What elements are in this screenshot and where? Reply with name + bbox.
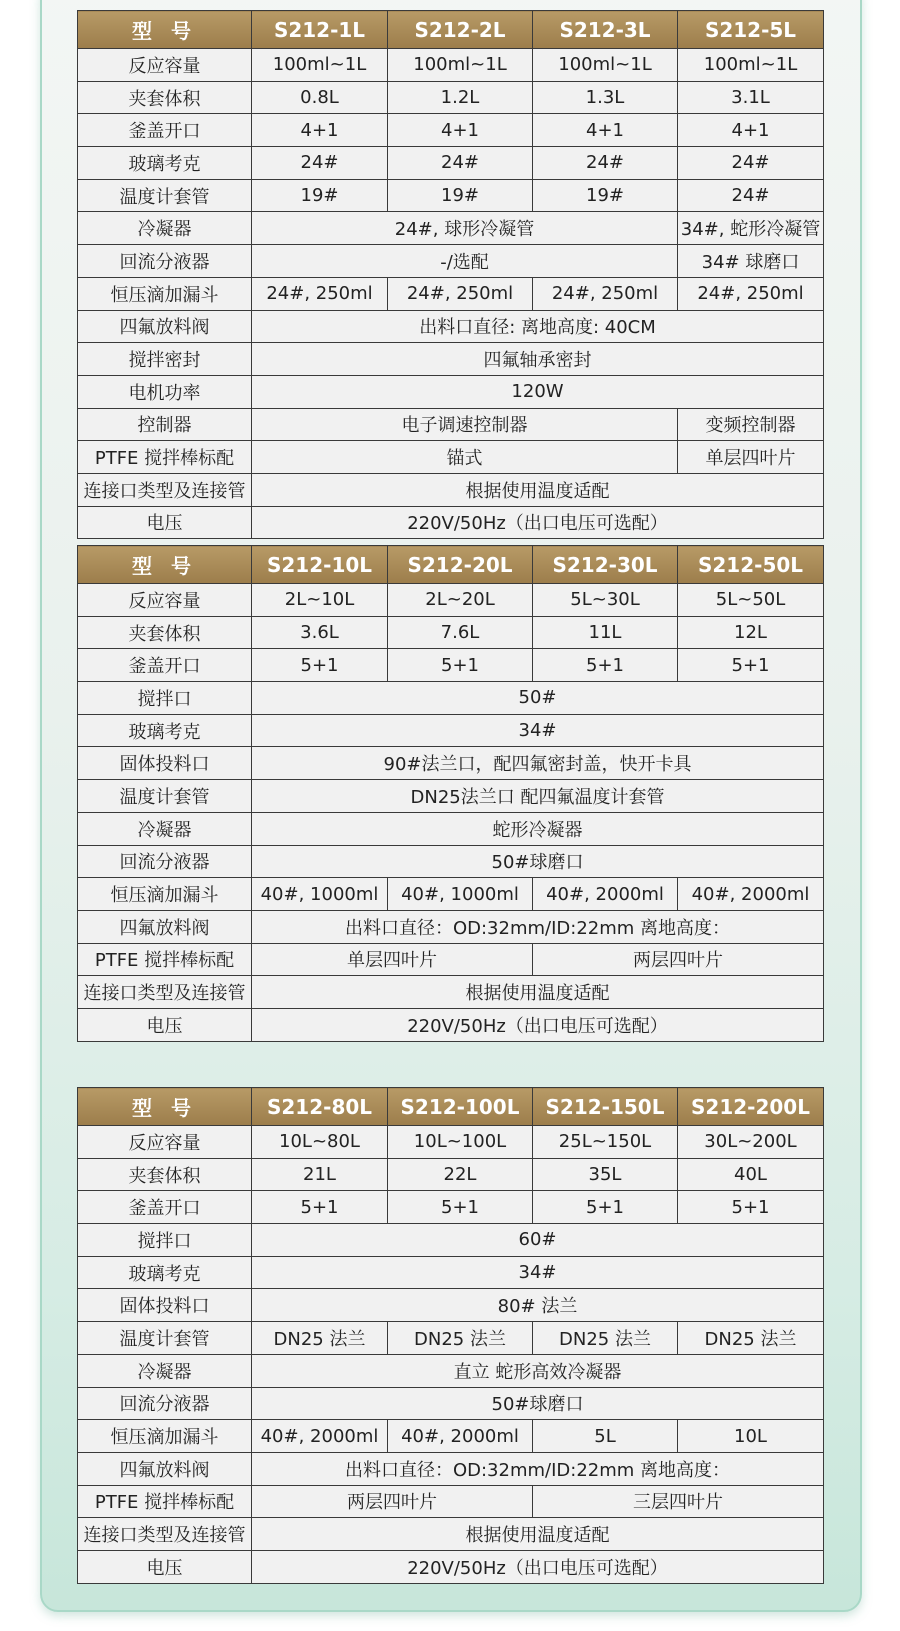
row-label: 温度计套管	[78, 1322, 252, 1355]
table-row	[78, 1322, 824, 1355]
spec-value-cell: 单层四叶片	[678, 441, 824, 474]
row-label: 冷凝器	[78, 812, 252, 845]
table-row	[78, 408, 824, 441]
spec-value-cell: 5+1	[252, 649, 388, 682]
row-label: 四氟放料阀	[78, 1452, 252, 1485]
row-label: 玻璃考克	[78, 147, 252, 180]
spec-value-cell: -/选配	[252, 245, 678, 278]
table-row	[78, 1126, 824, 1159]
spec-value-cell: 5+1	[252, 1191, 388, 1224]
row-label: 冷凝器	[78, 1354, 252, 1387]
row-label: 电机功率	[78, 375, 252, 408]
table-row	[78, 1550, 824, 1583]
table-row	[78, 114, 824, 147]
spec-table-small	[77, 10, 824, 539]
spec-value-cell: 出料口直径：OD:32mm/ID:22mm 离地高度：	[252, 1452, 824, 1485]
row-label: 电压	[78, 1550, 252, 1583]
spec-value-cell: 11L	[533, 616, 678, 649]
spec-value-cell: 1.3L	[533, 81, 678, 114]
spec-value-cell: 24#	[388, 147, 533, 180]
spec-value-cell: 40#, 2000ml	[678, 878, 824, 911]
table-row	[78, 1224, 824, 1257]
spec-value-cell: 根据使用温度适配	[252, 976, 824, 1009]
row-label: 电压	[78, 506, 252, 539]
table-row	[78, 49, 824, 82]
spec-value-cell: 3.1L	[678, 81, 824, 114]
spec-value-cell: 1.2L	[388, 81, 533, 114]
row-label: 搅拌口	[78, 682, 252, 715]
table-row	[78, 878, 824, 911]
spec-value-cell: DN25 法兰	[252, 1322, 388, 1355]
spec-value-cell: DN25 法兰	[388, 1322, 533, 1355]
spec-value-cell: 34#, 蛇形冷凝管	[678, 212, 824, 245]
row-label: 夹套体积	[78, 616, 252, 649]
spec-value-cell: 100ml~1L	[533, 49, 678, 82]
table-row	[78, 277, 824, 310]
spec-value-cell: 24#, 250ml	[388, 277, 533, 310]
spec-value-cell: 19#	[252, 179, 388, 212]
table-row	[78, 310, 824, 343]
row-label: 冷凝器	[78, 212, 252, 245]
model-header-cell: S212-100L	[388, 1088, 533, 1126]
row-label: 固体投料口	[78, 1289, 252, 1322]
row-label: 电压	[78, 1008, 252, 1041]
spec-value-cell: 根据使用温度适配	[252, 473, 824, 506]
spec-value-cell: 220V/50Hz（出口电压可选配）	[252, 1008, 824, 1041]
table-row	[78, 343, 824, 376]
spec-value-cell: 35L	[533, 1158, 678, 1191]
spec-value-cell: 100ml~1L	[252, 49, 388, 82]
table-row	[78, 1354, 824, 1387]
model-header-cell: S212-80L	[252, 1088, 388, 1126]
spec-value-cell: 30L~200L	[678, 1126, 824, 1159]
row-label: 反应容量	[78, 1126, 252, 1159]
spec-value-cell: 5+1	[533, 649, 678, 682]
row-label: 玻璃考克	[78, 714, 252, 747]
spec-value-cell: 变频控制器	[678, 408, 824, 441]
spec-value-cell: 24#	[678, 179, 824, 212]
row-label: 连接口类型及连接管	[78, 473, 252, 506]
spec-value-cell: 10L~80L	[252, 1126, 388, 1159]
table-row	[78, 747, 824, 780]
row-label: 恒压滴加漏斗	[78, 277, 252, 310]
table-row	[78, 1452, 824, 1485]
table-row	[78, 649, 824, 682]
spec-table-medium	[77, 545, 824, 1042]
table-row	[78, 441, 824, 474]
spec-value-cell: 5+1	[388, 1191, 533, 1224]
row-label: 恒压滴加漏斗	[78, 878, 252, 911]
spec-value-cell: 40#, 2000ml	[388, 1420, 533, 1453]
spec-value-cell: 24#, 250ml	[252, 277, 388, 310]
spec-table-large	[77, 1087, 824, 1584]
row-label: 回流分液器	[78, 245, 252, 278]
spec-value-cell: 90#法兰口，配四氟密封盖，快开卡具	[252, 747, 824, 780]
table-row	[78, 147, 824, 180]
spec-value-cell: 5L~30L	[533, 584, 678, 617]
row-label: 釜盖开口	[78, 649, 252, 682]
spec-value-cell: 24#, 球形冷凝管	[252, 212, 678, 245]
spec-value-cell: 4+1	[533, 114, 678, 147]
table-row	[78, 1518, 824, 1551]
spec-value-cell: 50#球磨口	[252, 845, 824, 878]
spec-value-cell: 220V/50Hz（出口电压可选配）	[252, 1550, 824, 1583]
table-row	[78, 212, 824, 245]
spec-value-cell: DN25 法兰	[533, 1322, 678, 1355]
table-row	[78, 1008, 824, 1041]
row-label: 夹套体积	[78, 1158, 252, 1191]
table-row	[78, 910, 824, 943]
spec-value-cell: 60#	[252, 1224, 824, 1257]
spec-value-cell: 7.6L	[388, 616, 533, 649]
spec-value-cell: 根据使用温度适配	[252, 1518, 824, 1551]
table-row	[78, 1256, 824, 1289]
model-header-label: 型 号	[78, 546, 252, 584]
model-header-cell: S212-30L	[533, 546, 678, 584]
spec-value-cell: 19#	[533, 179, 678, 212]
spec-value-cell: 100ml~1L	[678, 49, 824, 82]
spec-value-cell: 三层四叶片	[533, 1485, 824, 1518]
table-row	[78, 1158, 824, 1191]
model-header-cell: S212-10L	[252, 546, 388, 584]
spec-value-cell: 10L	[678, 1420, 824, 1453]
spec-value-cell: 10L~100L	[388, 1126, 533, 1159]
row-label: 控制器	[78, 408, 252, 441]
spec-value-cell: 100ml~1L	[388, 49, 533, 82]
spec-value-cell: 34#	[252, 1256, 824, 1289]
spec-value-cell: 40#, 2000ml	[533, 878, 678, 911]
model-header-cell: S212-150L	[533, 1088, 678, 1126]
row-label: 固体投料口	[78, 747, 252, 780]
table-row	[78, 780, 824, 813]
model-header-cell: S212-50L	[678, 546, 824, 584]
table-row	[78, 584, 824, 617]
spec-value-cell: 24#	[252, 147, 388, 180]
spec-value-cell: 2L~20L	[388, 584, 533, 617]
model-header-cell: S212-1L	[252, 11, 388, 49]
spec-value-cell: 24#, 250ml	[678, 277, 824, 310]
spec-value-cell: DN25 法兰	[678, 1322, 824, 1355]
spec-value-cell: 两层四叶片	[533, 943, 824, 976]
row-label: PTFE 搅拌棒标配	[78, 943, 252, 976]
spec-value-cell: 出料口直径：OD:32mm/ID:22mm 离地高度：	[252, 910, 824, 943]
spec-value-cell: 4+1	[252, 114, 388, 147]
model-header-cell: S212-2L	[388, 11, 533, 49]
table-row	[78, 1485, 824, 1518]
spec-value-cell: 4+1	[388, 114, 533, 147]
model-header-label: 型 号	[78, 1088, 252, 1126]
spec-value-cell: 5+1	[678, 1191, 824, 1224]
table-row	[78, 682, 824, 715]
row-label: 搅拌密封	[78, 343, 252, 376]
model-header-label: 型 号	[78, 11, 252, 49]
table-row	[78, 179, 824, 212]
table-row	[78, 714, 824, 747]
spec-value-cell: 24#	[678, 147, 824, 180]
spec-value-cell: 22L	[388, 1158, 533, 1191]
spec-value-cell: 120W	[252, 375, 824, 408]
header-row	[78, 546, 824, 584]
header-row	[78, 1088, 824, 1126]
spec-value-cell: 40L	[678, 1158, 824, 1191]
table-row	[78, 1191, 824, 1224]
spec-value-cell: 5L~50L	[678, 584, 824, 617]
spec-value-cell: 220V/50Hz（出口电压可选配）	[252, 506, 824, 539]
spec-value-cell: 24#, 250ml	[533, 277, 678, 310]
row-label: 回流分液器	[78, 845, 252, 878]
spec-value-cell: 12L	[678, 616, 824, 649]
spec-value-cell: 电子调速控制器	[252, 408, 678, 441]
spec-value-cell: DN25法兰口 配四氟温度计套管	[252, 780, 824, 813]
spec-value-cell: 5+1	[388, 649, 533, 682]
spec-value-cell: 19#	[388, 179, 533, 212]
row-label: 釜盖开口	[78, 114, 252, 147]
table-row	[78, 1387, 824, 1420]
spec-value-cell: 80# 法兰	[252, 1289, 824, 1322]
model-header-cell: S212-200L	[678, 1088, 824, 1126]
spec-value-cell: 5L	[533, 1420, 678, 1453]
spec-value-cell: 24#	[533, 147, 678, 180]
table-row	[78, 81, 824, 114]
table-row	[78, 245, 824, 278]
spec-value-cell: 2L~10L	[252, 584, 388, 617]
model-header-cell: S212-5L	[678, 11, 824, 49]
spec-value-cell: 四氟轴承密封	[252, 343, 824, 376]
model-header-cell: S212-20L	[388, 546, 533, 584]
row-label: 温度计套管	[78, 179, 252, 212]
spec-value-cell: 50#	[252, 682, 824, 715]
header-row	[78, 11, 824, 49]
table-row	[78, 1420, 824, 1453]
table-row	[78, 976, 824, 1009]
row-label: 反应容量	[78, 584, 252, 617]
row-label: PTFE 搅拌棒标配	[78, 441, 252, 474]
row-label: 釜盖开口	[78, 1191, 252, 1224]
spec-value-cell: 50#球磨口	[252, 1387, 824, 1420]
row-label: 连接口类型及连接管	[78, 976, 252, 1009]
spec-value-cell: 34# 球磨口	[678, 245, 824, 278]
spec-value-cell: 两层四叶片	[252, 1485, 533, 1518]
spec-value-cell: 出料口直径: 离地高度: 40CM	[252, 310, 824, 343]
spec-value-cell: 25L~150L	[533, 1126, 678, 1159]
row-label: 玻璃考克	[78, 1256, 252, 1289]
table-row	[78, 616, 824, 649]
spec-value-cell: 蛇形冷凝器	[252, 812, 824, 845]
row-label: PTFE 搅拌棒标配	[78, 1485, 252, 1518]
spec-value-cell: 4+1	[678, 114, 824, 147]
spec-value-cell: 40#, 1000ml	[388, 878, 533, 911]
row-label: 温度计套管	[78, 780, 252, 813]
row-label: 夹套体积	[78, 81, 252, 114]
model-header-cell: S212-3L	[533, 11, 678, 49]
spec-value-cell: 5+1	[678, 649, 824, 682]
table-row	[78, 473, 824, 506]
row-label: 反应容量	[78, 49, 252, 82]
table-row	[78, 943, 824, 976]
spec-value-cell: 0.8L	[252, 81, 388, 114]
row-label: 连接口类型及连接管	[78, 1518, 252, 1551]
row-label: 四氟放料阀	[78, 310, 252, 343]
spec-value-cell: 34#	[252, 714, 824, 747]
table-row	[78, 845, 824, 878]
spec-value-cell: 5+1	[533, 1191, 678, 1224]
spec-value-cell: 锚式	[252, 441, 678, 474]
row-label: 四氟放料阀	[78, 910, 252, 943]
spec-value-cell: 直立 蛇形高效冷凝器	[252, 1354, 824, 1387]
spec-value-cell: 单层四叶片	[252, 943, 533, 976]
row-label: 搅拌口	[78, 1224, 252, 1257]
table-row	[78, 1289, 824, 1322]
table-row	[78, 506, 824, 539]
row-label: 恒压滴加漏斗	[78, 1420, 252, 1453]
spec-value-cell: 40#, 1000ml	[252, 878, 388, 911]
table-row	[78, 375, 824, 408]
spec-value-cell: 40#, 2000ml	[252, 1420, 388, 1453]
table-row	[78, 812, 824, 845]
spec-value-cell: 3.6L	[252, 616, 388, 649]
row-label: 回流分液器	[78, 1387, 252, 1420]
spec-value-cell: 21L	[252, 1158, 388, 1191]
